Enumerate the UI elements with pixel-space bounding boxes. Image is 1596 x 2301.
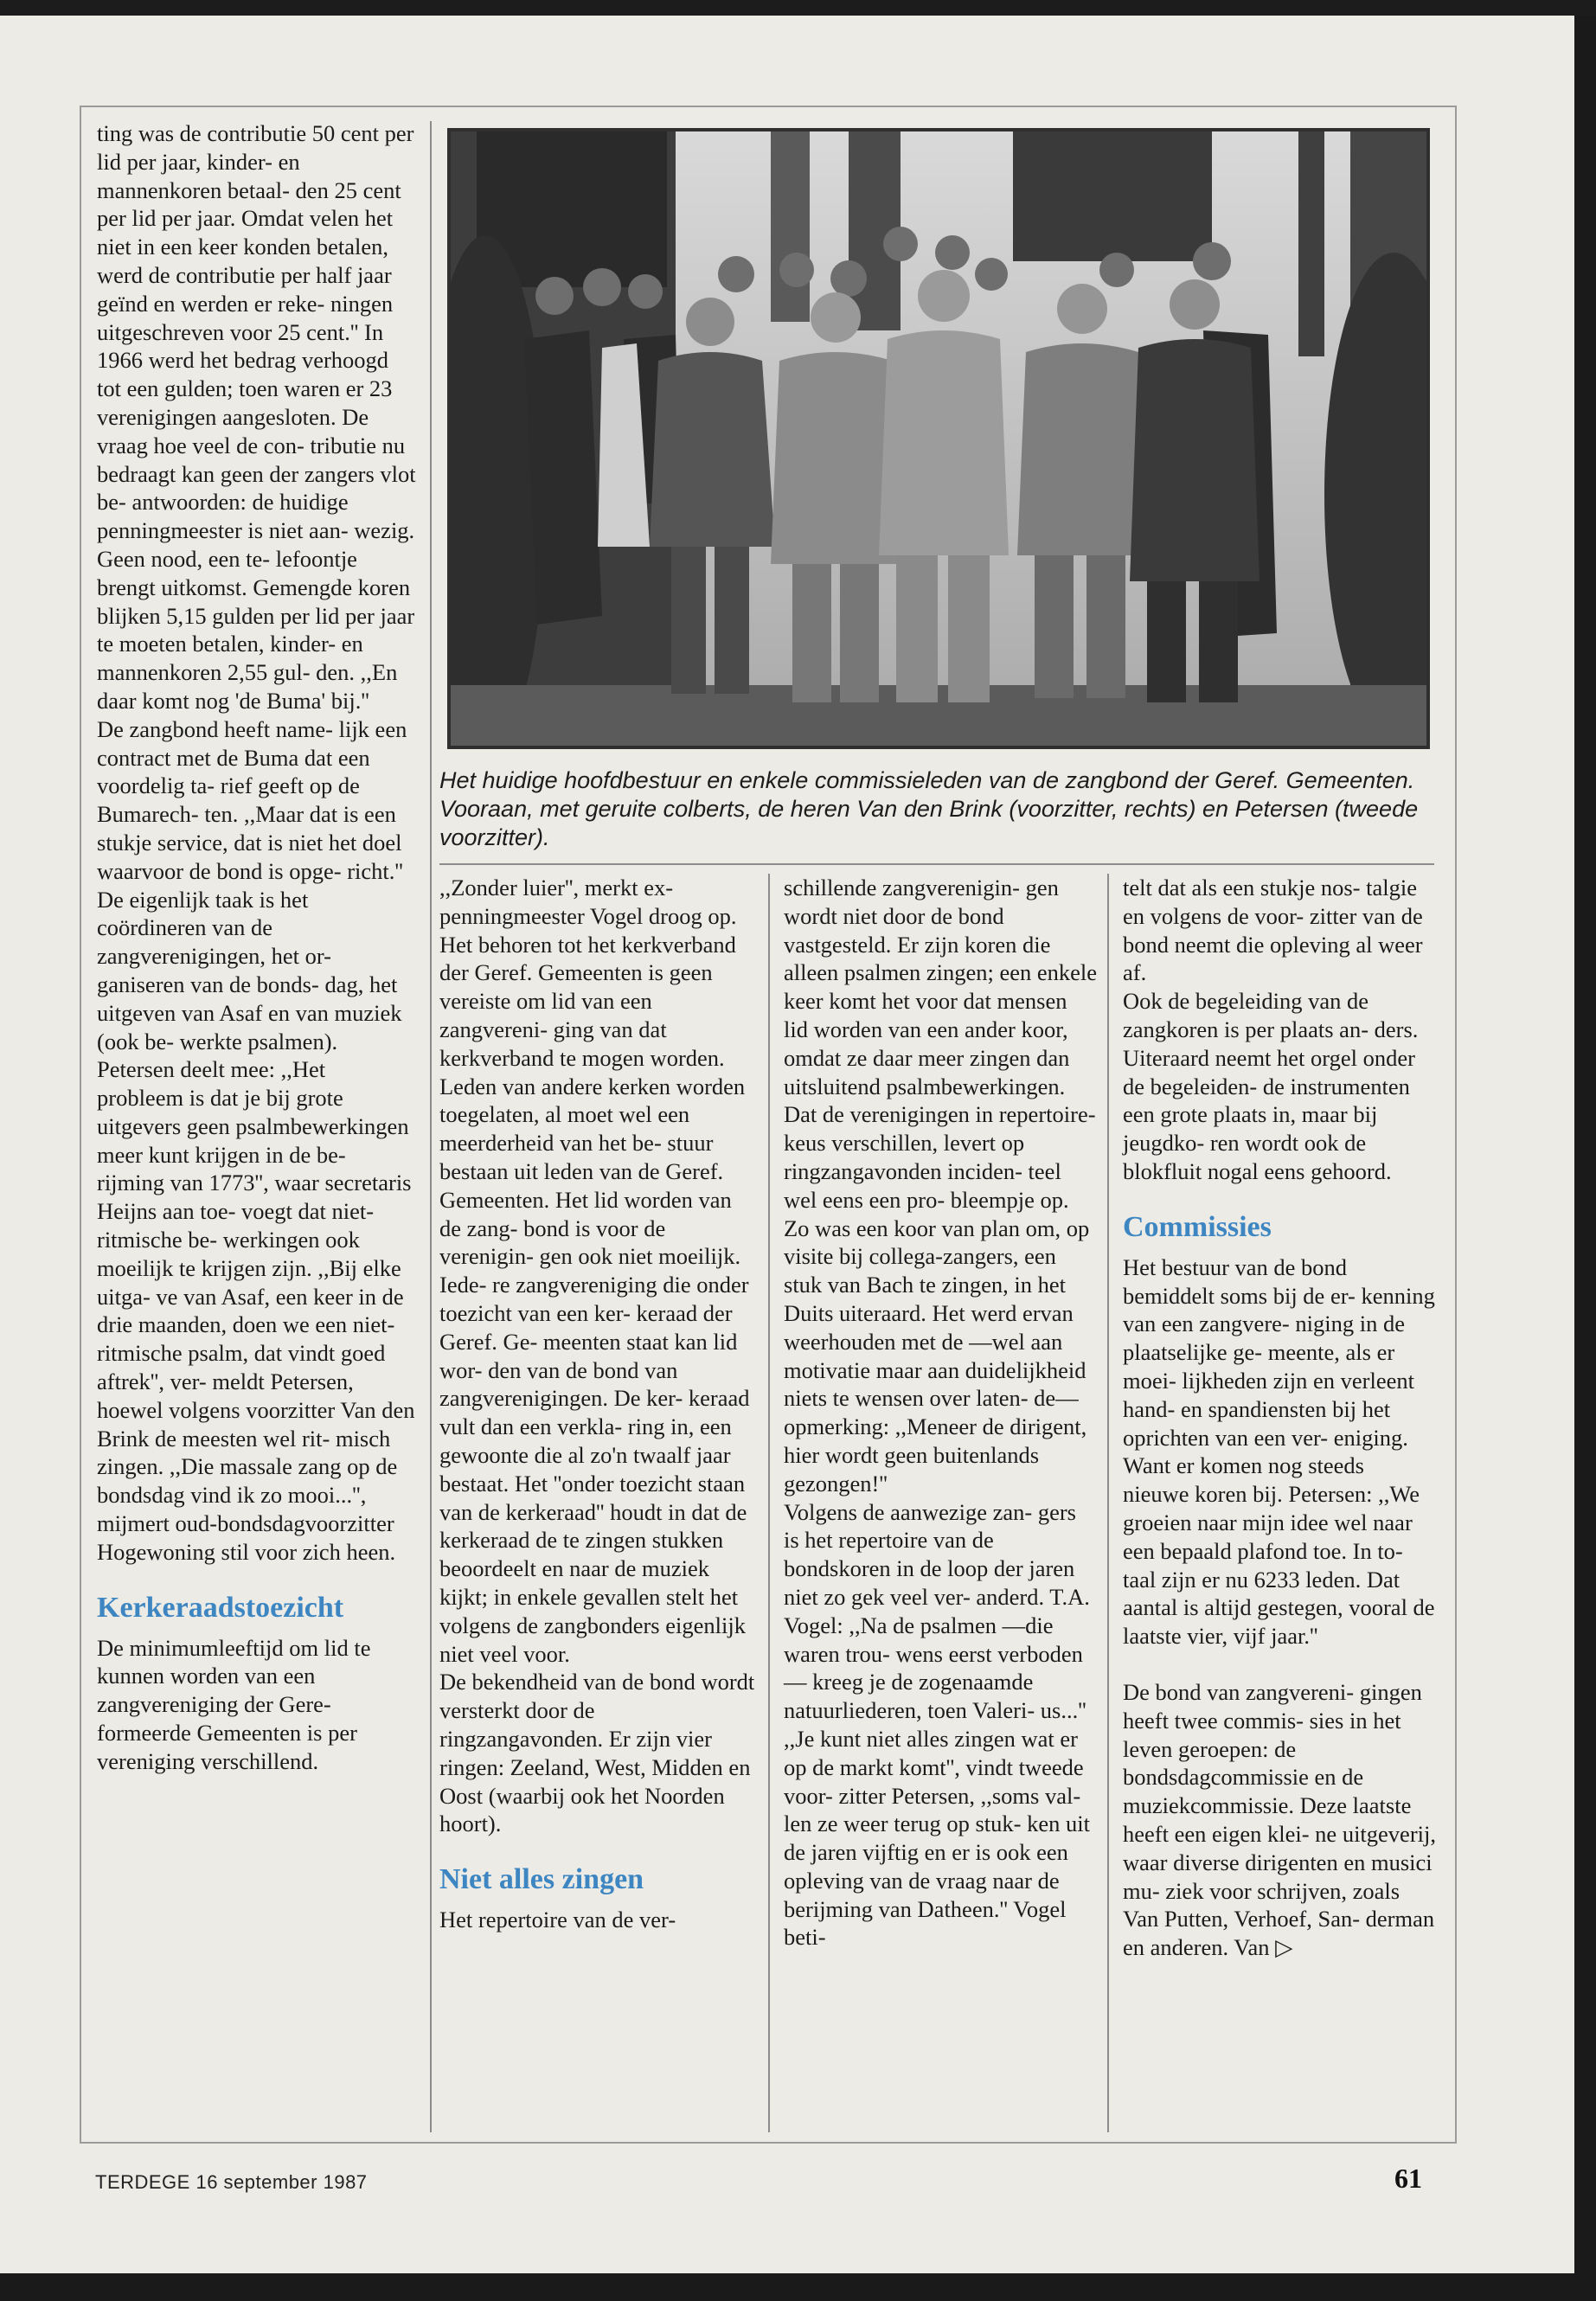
photo-caption: Het huidige hoofdbestuur en enkele commissieleden van de zangbond der Geref. Gemeenten. Vooraan, met geruite colberts, de heren Van den Brink (voorzitter, rechts) en Petersen (tweede voorzitter). xyxy=(439,767,1419,850)
paragraph: Het repertoire van de ver- xyxy=(439,1907,676,1933)
section-heading: Niet alles zingen xyxy=(439,1863,644,1896)
column-rule xyxy=(430,121,432,2132)
publication-footer: TERDEGE 16 september 1987 xyxy=(95,2171,368,2193)
caption-rule xyxy=(439,863,1434,865)
paragraph: De zangbond heeft name- lijk een contract met de Buma dat een voordelig ta- rief geeft op de Bumarech- ten. ,,Maar dat is een stukje service, dat is niet het doel waarvoor de bond is opge- richt.'' De eigenlijk taak is het coördineren van de zangverenigingen, het or- ganiseren van de bonds- dag, het uitgeven van Asaf en van muziek (ook be- werkte psalmen). Petersen deelt mee: ,,Het probleem is dat je bij grote uitgevers geen psalmbewerkingen meer kunt krijgen in de be- rijming van 1773'', waar secretaris Heijns aan toe- voegt dat niet-ritmische be- werkingen ook moeilijk te krijgen zijn. ,,Bij elke uitga- ve van Asaf, een keer in de drie maanden, doen we een niet-ritmische psalm, dat vindt goed aftrek'', ver- meldt Petersen, hoewel volgens voorzitter Van den Brink de meesten wel rit- misch zingen. ,,Die massale zang op de bondsdag vind ik zo mooi...'', mijmert oud-bondsdagvoorzitter Hogewoning stil voor zich heen. xyxy=(97,715,415,1565)
article-column-1 xyxy=(97,119,417,1776)
paragraph: Het bestuur van de bond bemiddelt soms bij de er- kenning van een zangvere- niging in de plaatselijke ge- meente, als er moei- lijkheden zijn en verleent hand- en spandiensten bij het oprichten van een ver- eniging. Want er komen nog steeds nieuwe koren bij. Petersen: ,,We groeien naar mijn idee wel naar een bepaald plafond toe. In to- taal zijn er nu 6233 leden. Dat aantal is altijd gestegen, vooral de laatste vier, vijf jaar.'' xyxy=(1123,1253,1435,1650)
paragraph: ,,Zonder luier'', merkt ex- penningmeester Vogel droog op. Het behoren tot het kerkverband der Geref. Gemeenten is geen vereiste om lid van een zangvereni- ging van dat kerkverband te mogen worden. Leden van andere kerken worden toegelaten, al moet wel een meerderheid van het be- stuur bestaan uit leden van de Geref. Gemeenten. Het lid worden van de zang- bond is voor de verenigin- gen ook niet moeilijk. Iede- re zangvereniging die onder toezicht van een ker- keraad der Geref. Ge- meenten staat kan lid wor- den van de bond van zangverenigingen. De ker- keraad vult dan een verkla- ring in, een gewoonte die al zo'n twaalf jaar bestaat. Het ''onder toezicht staan van de kerkeraad'' houdt in dat de kerkeraad de te zingen stukken beoordeelt en naar de muziek kijkt; in enkele gevallen stelt het volgens de zangbonders eigenlijk niet veel voor. xyxy=(439,875,750,1667)
article-column-2 xyxy=(439,874,758,1934)
column-rule xyxy=(1107,874,1109,2132)
paragraph: ting was de contributie 50 cent per lid per jaar, kinder- en mannenkoren betaal- den 25 cent per lid per jaar. Omdat velen het niet in een keer konden betalen, werd de contributie per half jaar geïnd en werden er reke- ningen uitgeschreven voor 25 cent.'' In 1966 werd het bedrag verhoogd tot een gulden; toen waren er 23 verenigingen aangesloten. De vraag hoe veel de con- tributie nu bedraagt kan geen der zangers vlot be- antwoorden: de huidige penningmeester is niet aan- wezig. Geen nood, een te- lefoontje brengt uitkomst. Gemengde koren blijken 5,15 gulden per lid per jaar te moeten betalen, kinder- en mannenkoren 2,55 gul- den. ,,En daar komt nog 'de Buma' bij.'' xyxy=(97,120,416,714)
paragraph: De minimumleeftijd om lid te kunnen worden van een zangvereniging der Gere- formeerde Gemeenten is per vereniging verschillend. xyxy=(97,1634,371,1774)
section-heading: Kerkeraadstoezicht xyxy=(97,1591,344,1624)
scan-top-edge xyxy=(0,0,1596,16)
article-column-4 xyxy=(1123,874,1436,1962)
paragraph: De bond van zangvereni- gingen heeft twee commis- sies in het leven geroepen: de bondsdagcommissie en de muziekcommissie. Deze laatste heeft een eigen klei- ne uitgeverij, waar diverse dirigenten en musici mu- ziek voor schrijven, zoals Van Putten, Verhoef, San- derman en anderen. Van ▷ xyxy=(1123,1678,1436,1961)
article-column-3 xyxy=(784,874,1097,1952)
paragraph: De bekendheid van de bond wordt versterkt door de ringzangavonden. Er zijn vier ringen: Zeeland, West, Midden en Oost (waarbij ook het Noorden hoort). xyxy=(439,1669,755,1837)
paragraph: telt dat als een stukje nos- talgie en volgens de voor- zitter van de bond neemt die opleving al weer af. xyxy=(1123,875,1423,986)
group-photo-image xyxy=(451,131,1426,746)
section-heading: Commissies xyxy=(1123,1210,1272,1243)
paragraph: Ook de begeleiding van de zangkoren is per plaats an- ders. Uiteraard neemt het orgel onder de begeleiden- de instrumenten een grote plaats in, maar bij jeugdko- ren wordt ook de blokfluit nogal eens gehoord. xyxy=(1123,988,1419,1184)
paragraph: Volgens de aanwezige zan- gers is het repertoire van de bondskoren in de loop der jaren niet zo gek veel ver- anderd. T.A. Vogel: ,,Na de psalmen —die waren trou- wens eerst verboden— kreeg je de zogenaamde natuurliederen, toen Valeri- us...'' ,,Je kunt niet alles zingen wat er op de markt komt'', vindt tweede voor- zitter Petersen, ,,soms val- len ze weer terug op stuk- ken uit de jaren vijftig en er is ook een opleving van de vraag naar de berijming van Datheen.'' Vogel beti- xyxy=(784,1498,1090,1951)
group-photo xyxy=(447,128,1430,749)
column-rule xyxy=(768,874,770,2132)
paragraph: schillende zangverenigin- gen wordt niet door de bond vastgesteld. Er zijn koren die alleen psalmen zingen; een enkele keer komt het voor dat mensen lid worden van een ander koor, omdat ze daar meer zingen dan uitsluitend psalmbewerkingen. Dat de verenigingen in repertoire- keus verschillen, levert op ringzangavonden inciden- teel wel eens een pro- bleempje op. Zo was een koor van plan om, op visite bij collega-zangers, een stuk van Bach te zingen, in het Duits uiteraard. Het werd ervan weerhouden met de —wel aan motivatie maar aan duidelijkheid niets te wensen over laten- de— opmerking: ,,Meneer de dirigent, hier wordt geen buitenlands gezongen!'' xyxy=(784,875,1097,1497)
page-number: 61 xyxy=(1394,2163,1422,2194)
